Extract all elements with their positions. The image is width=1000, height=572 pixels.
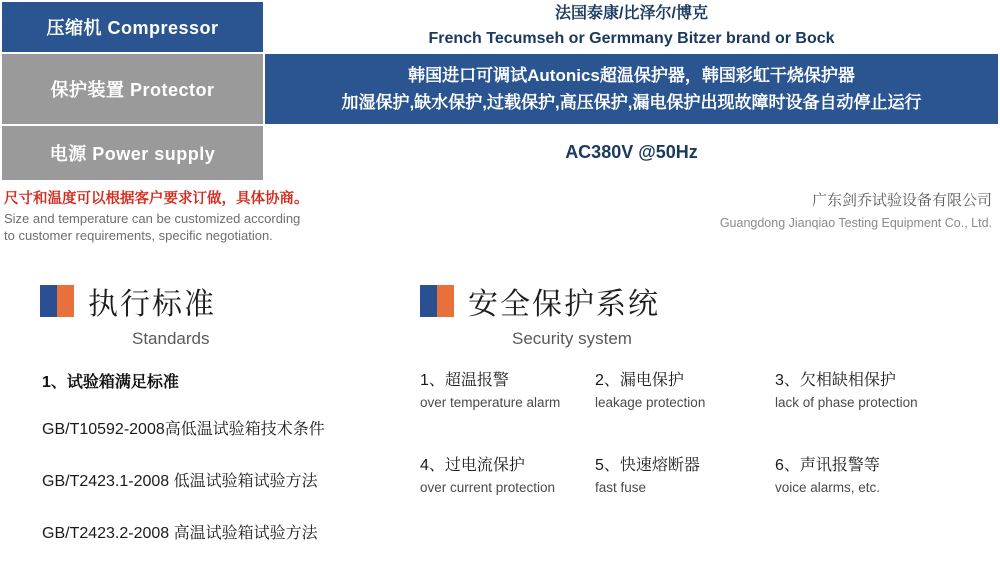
list-item: [775, 452, 975, 495]
company-name-en: Guangdong Jianqiao Testing Equipment Co., Ltd.: [719, 215, 992, 230]
customization-note-en-line2: to customer requirements, specific negotiation.: [4, 228, 273, 244]
flag-icon: [40, 285, 74, 317]
content-sections: [0, 279, 1000, 572]
specification-table: [0, 0, 1000, 182]
spec-label-power-supply: 电源 Power supply: [1, 125, 264, 181]
standards-title-en: Standards: [132, 329, 210, 349]
list-item: [420, 367, 595, 410]
customization-note: [4, 190, 309, 245]
spec-value-compressor-en: French Tecumseh or Germmany Bitzer brand or Bock: [428, 29, 835, 47]
customization-note-en-line1: Size and temperature can be customized according: [4, 211, 301, 227]
standards-list: [40, 369, 420, 543]
standards-title-cn: 执行标准: [88, 288, 216, 322]
security-item-cn: 1、超温报警: [420, 372, 509, 390]
list-item: GB/T2423.2-2008 高温试验箱试验方法: [42, 525, 318, 543]
table-row: [1, 53, 999, 125]
table-row: [1, 125, 999, 181]
standards-list-heading: 1、试验箱满足标准: [42, 374, 179, 392]
security-item-en: leakage protection: [595, 395, 706, 411]
security-item-cn: 6、声讯报警等: [775, 457, 880, 475]
spec-value-protector-detail: 加湿保护,缺水保护,过载保护,高压保护,漏电保护出现故障时设备自动停止运行: [341, 92, 922, 112]
security-item-cn: 5、快速熔断器: [595, 457, 700, 475]
notes-row: [0, 182, 1000, 245]
security-item-en: lack of phase protection: [775, 395, 918, 411]
spec-value-compressor-cn: 法国泰康/比泽尔/博克: [555, 5, 708, 22]
list-item: [775, 367, 975, 410]
security-item-en: voice alarms, etc.: [775, 480, 881, 496]
security-item-en: fast fuse: [595, 480, 647, 496]
spec-value-protector-cn: 韩国进口可调试Autonics超温保护器，韩国彩虹干烧保护器: [408, 65, 855, 85]
security-item-en: over current protection: [420, 480, 556, 496]
spec-label-protector: 保护装置 Protector: [1, 53, 264, 125]
list-item: GB/T2423.1-2008 低温试验箱试验方法: [42, 473, 318, 491]
security-title-en: Security system: [512, 329, 632, 349]
security-column: [420, 279, 1000, 572]
security-item-cn: 3、欠相缺相保护: [775, 372, 896, 390]
standards-column: [0, 279, 420, 572]
flag-icon: [420, 285, 454, 317]
list-item: [595, 367, 775, 410]
customization-note-cn: 尺寸和温度可以根据客户要求订做，具体协商。: [4, 190, 309, 207]
spec-label-compressor: 压缩机 Compressor: [1, 1, 264, 53]
table-row: [1, 1, 999, 53]
security-item-cn: 4、过电流保护: [420, 457, 525, 475]
security-items-grid: [420, 367, 1000, 495]
standards-heading: [40, 279, 420, 323]
list-item: [420, 452, 595, 495]
spec-value-power-supply: AC380V @50Hz: [264, 125, 999, 181]
list-item: [595, 452, 775, 495]
spec-value-compressor: [264, 1, 999, 53]
company-name-cn: 广东剑乔试验设备有限公司: [811, 191, 992, 209]
spec-value-protector: [264, 53, 999, 125]
security-item-en: over temperature alarm: [420, 395, 561, 411]
list-item: GB/T10592-2008高低温试验箱技术条件: [42, 421, 325, 439]
company-name: [720, 190, 992, 231]
security-heading: [420, 279, 1000, 323]
security-item-cn: 2、漏电保护: [595, 372, 684, 390]
security-title-cn: 安全保护系统: [468, 288, 660, 322]
